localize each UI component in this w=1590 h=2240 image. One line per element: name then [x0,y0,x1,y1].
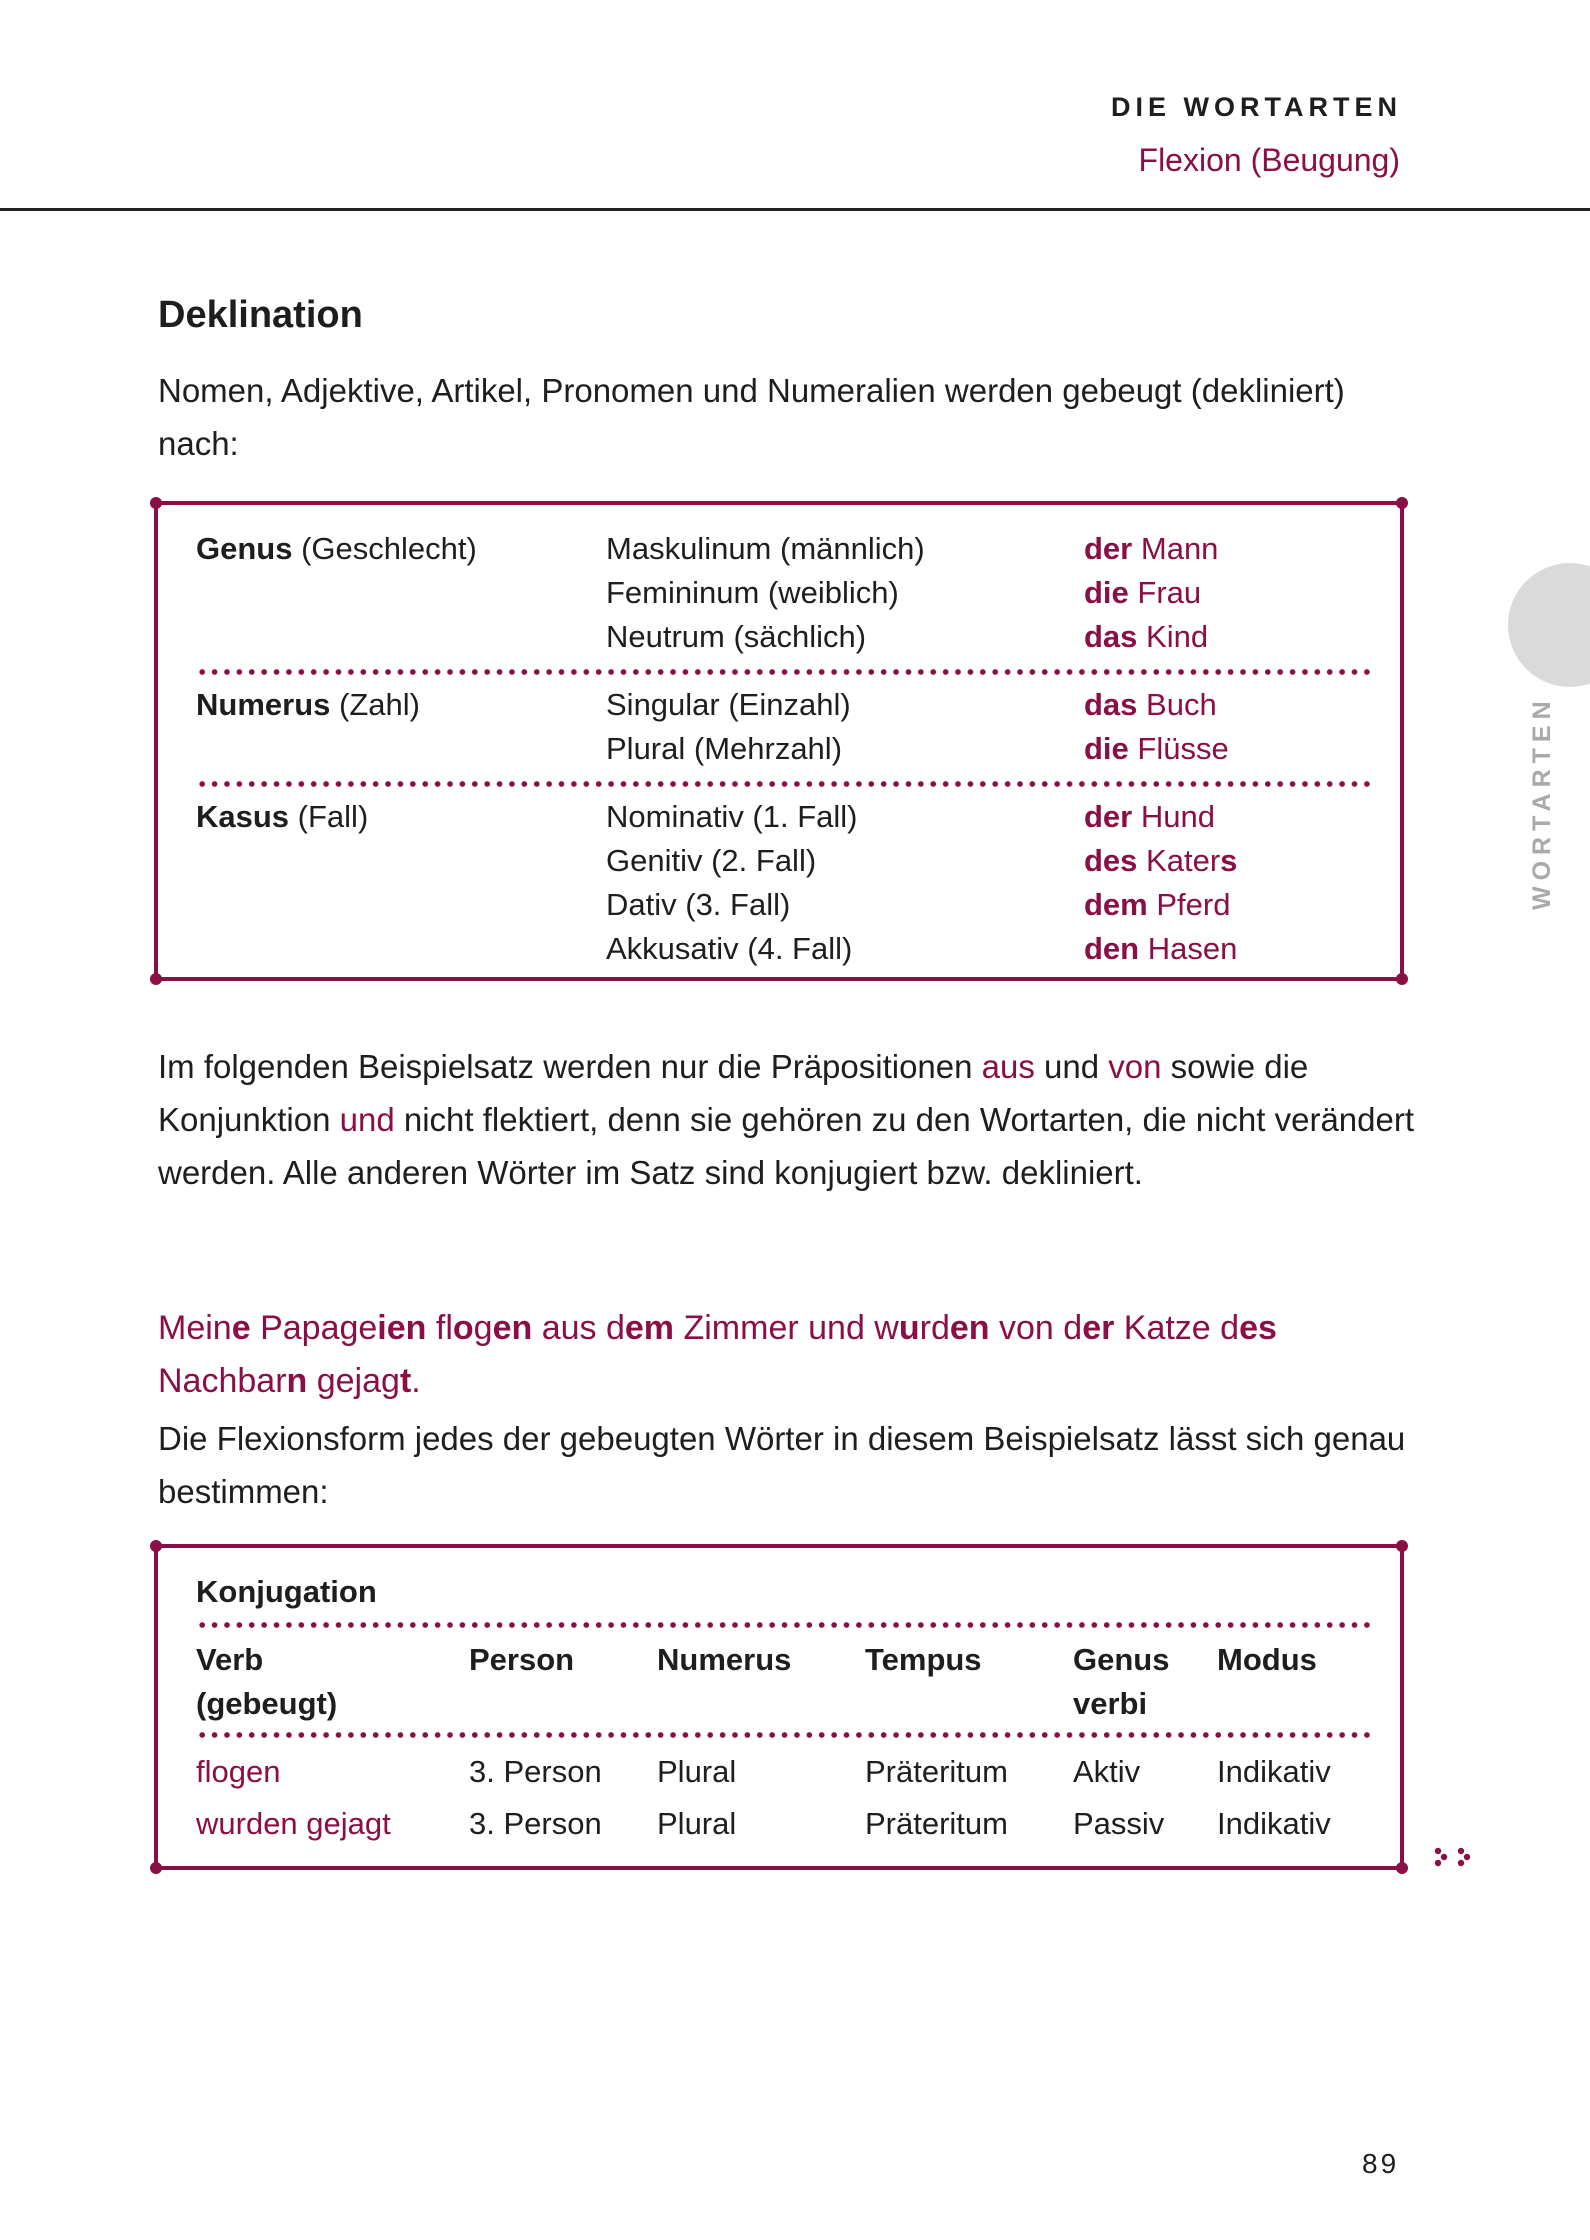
declension-table [154,501,1404,981]
dotted-divider [196,1732,1376,1738]
declension-group-genus [196,527,1376,659]
header-rule [0,208,1590,211]
running-head-chapter: DIE WORTARTEN [1111,92,1402,122]
conjugation-header-row [196,1638,1376,1726]
group-term: Numerus [196,687,331,722]
table-row: flogen 3. Person Plural Präteritum Aktiv Indikativ [196,1754,1331,1789]
group-term: Kasus [196,799,290,834]
example-sentence: Meine Papageien flogen aus dem Zimmer und wurden von der Katze des Nachbarn gejagt. [158,1309,1277,1400]
continue-arrows-icon [1432,1846,1472,1868]
form-label: Nominativ (1. Fall) [606,799,858,834]
running-head-section: Flexion (Beugung) [1138,142,1400,178]
example: das Buch [1084,687,1217,722]
column-header: Verb (gebeugt) [196,1642,338,1721]
column-header: Numerus [657,1642,792,1677]
declension-group-numerus [196,683,1376,771]
form-label: Genitiv (2. Fall) [606,843,817,878]
highlight-von: von [1108,1048,1162,1085]
form-label: Singular (Einzahl) [606,687,851,722]
conjugation-title: Konjugation [196,1574,377,1609]
column-header: Genus verbi [1073,1642,1170,1721]
lead-in-paragraph: Die Flexionsform jedes der gebeugten Wörter in diesem Beispielsatz lässt sich genau bestimmen: [158,1420,1406,1510]
table-row: wurden gejagt 3. Person Plural Präteritum Passiv Indikativ [196,1806,1331,1841]
group-gloss: (Geschlecht) [301,531,477,566]
group-gloss: (Zahl) [339,687,420,722]
example: der Mann [1084,531,1219,566]
example: des Katers [1084,843,1238,878]
example: die Frau [1084,575,1202,610]
page-number: 89 [1362,2148,1400,2179]
dotted-divider [196,781,1376,787]
explanation-paragraph: Im folgenden Beispielsatz werden nur die Präpositionen aus und von sowie die Konjunktion und nicht flektiert, denn sie gehören zu den Wortarten, die nicht verändert werden. Alle anderen Wörter im Satz sind konjugiert bzw. dekliniert. [158,1048,1415,1191]
column-header: Modus [1217,1642,1317,1677]
chapter-thumb-tab [1508,563,1590,687]
form-label: Dativ (3. Fall) [606,887,791,922]
column-header: Tempus [865,1642,982,1677]
group-gloss: (Fall) [297,799,369,834]
form-label: Neutrum (sächlich) [606,619,867,654]
section-title: Deklination [158,294,363,336]
form-label: Femininum (weiblich) [606,575,899,610]
example: dem Pferd [1084,887,1231,922]
highlight-aus: aus [981,1048,1035,1085]
chapter-thumb-label: WORTARTEN [1528,695,1556,910]
conjugation-table [154,1544,1404,1870]
example: der Hund [1084,799,1215,834]
dotted-divider [196,669,1376,675]
form-label: Maskulinum (männlich) [606,531,925,566]
example: den Hasen [1084,931,1238,966]
example: die Flüsse [1084,731,1229,766]
declension-group-kasus [196,795,1376,971]
example: das Kind [1084,619,1209,654]
form-label: Plural (Mehrzahl) [606,731,843,766]
intro-paragraph: Nomen, Adjektive, Artikel, Pronomen und Numeralien werden gebeugt (dekliniert) nach: [158,372,1345,462]
highlight-und: und [339,1101,395,1138]
dotted-divider [196,1622,1376,1628]
form-label: Akkusativ (4. Fall) [606,931,853,966]
column-header: Person [469,1642,575,1677]
group-term: Genus [196,531,293,566]
